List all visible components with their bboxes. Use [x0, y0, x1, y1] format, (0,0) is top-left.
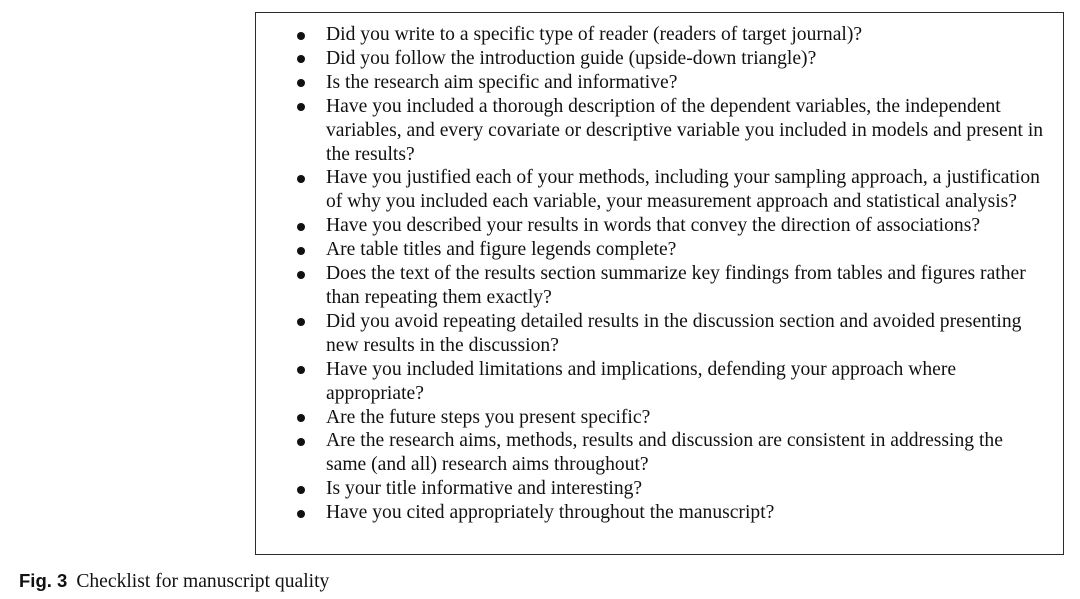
- bullet-icon: [297, 79, 305, 87]
- checklist-item: [326, 262, 1047, 310]
- checklist-item-text: Have you described your results in words that convey the direction of associations?: [326, 215, 981, 237]
- checklist-item: [326, 214, 1047, 238]
- checklist-item-text: Is the research aim specific and informative?: [326, 71, 678, 93]
- checklist-item-text: Have you justified each of your methods, including your sampling approach, a justification of why you included each variable, your measurement approach and statistical analysis?: [326, 167, 1040, 213]
- checklist-item-text: Have you cited appropriately throughout the manuscript?: [326, 502, 775, 524]
- checklist-item-text: Have you included limitations and implications, defending your approach where appropriate?: [326, 358, 957, 404]
- checklist-item: [326, 71, 1047, 95]
- checklist-item-text: Are table titles and figure legends complete?: [326, 239, 677, 261]
- checklist-item: [326, 477, 1047, 501]
- checklist-item-text: Did you avoid repeating detailed results in the discussion section and avoided presenting new results in the discussion?: [326, 310, 1022, 356]
- checklist-item-text: Did you follow the introduction guide (upside-down triangle)?: [326, 47, 817, 69]
- bullet-icon: [297, 103, 305, 111]
- bullet-icon: [297, 510, 305, 518]
- bullet-icon: [297, 247, 305, 255]
- checklist-item-text: Have you included a thorough description of the dependent variables, the independent variables, and every covariate or descriptive variable you included in models and present in the results?: [326, 95, 1044, 165]
- bullet-icon: [297, 438, 305, 446]
- checklist-box: [255, 12, 1064, 555]
- checklist-item-text: Are the research aims, methods, results and discussion are consistent in addressing the same (and all) research aims throughout?: [326, 430, 1003, 476]
- checklist-item-text: Are the future steps you present specific?: [326, 406, 651, 428]
- checklist-item: [326, 501, 1047, 525]
- figure-label: Fig. 3: [19, 570, 68, 591]
- checklist: [256, 13, 1063, 525]
- bullet-icon: [297, 223, 305, 231]
- checklist-item: [326, 358, 1047, 406]
- checklist-item-text: Is your title informative and interesting?: [326, 478, 643, 500]
- checklist-item: [326, 166, 1047, 214]
- checklist-item: [326, 95, 1047, 167]
- checklist-item-text: Does the text of the results section summarize key findings from tables and figures rather than repeating them exactly?: [326, 263, 1026, 308]
- checklist-item: [326, 23, 1047, 47]
- bullet-icon: [297, 366, 305, 374]
- checklist-item-text: Did you write to a specific type of reader (readers of target journal)?: [326, 24, 863, 45]
- checklist-item: [326, 406, 1047, 430]
- checklist-item: [326, 238, 1047, 262]
- bullet-icon: [297, 32, 305, 40]
- bullet-icon: [297, 414, 305, 422]
- bullet-icon: [297, 271, 305, 279]
- checklist-item: [326, 429, 1047, 477]
- bullet-icon: [297, 486, 305, 494]
- bullet-icon: [297, 55, 305, 63]
- figure-caption: [19, 569, 329, 594]
- checklist-item: [326, 47, 1047, 71]
- bullet-icon: [297, 318, 305, 326]
- bullet-icon: [297, 175, 305, 183]
- checklist-item: [326, 310, 1047, 358]
- figure-caption-text: Checklist for manuscript quality: [76, 571, 330, 592]
